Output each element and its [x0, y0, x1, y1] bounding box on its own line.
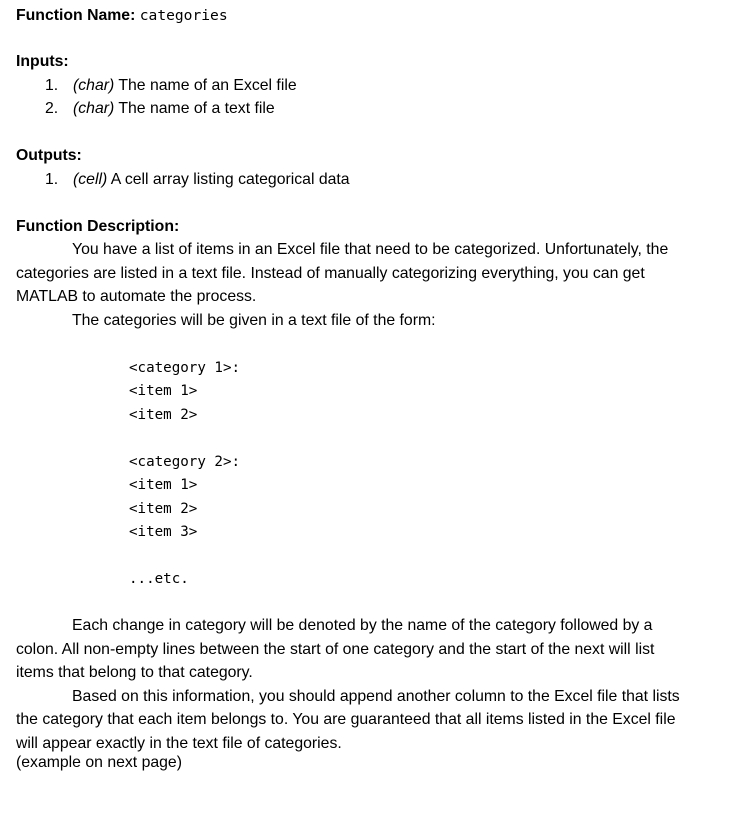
function-name-label: Function Name: — [16, 7, 136, 24]
input-item-2-type: (char) — [73, 100, 115, 117]
input-item-1-number: 1. — [45, 77, 59, 94]
function-name-line — [16, 6, 228, 26]
code-line-7: <item 2> — [129, 501, 198, 517]
code-line-3: <item 2> — [129, 407, 198, 423]
paragraph-3-line-3: items that belong to that category. — [16, 664, 253, 681]
inputs-heading: Inputs: — [16, 53, 69, 70]
outputs-heading: Outputs: — [16, 147, 82, 164]
paragraph-2: The categories will be given in a text file of the form: — [72, 312, 436, 329]
input-item-2-number: 2. — [45, 100, 59, 117]
input-item-2-desc: The name of a text file — [118, 100, 275, 117]
paragraph-4-line-2: the category that each item belongs to. You are guaranteed that all items listed in the Excel file — [16, 711, 676, 728]
input-item-1 — [45, 76, 297, 96]
paragraph-3-line-1: Each change in category will be denoted by the name of the category followed by a — [72, 617, 653, 634]
description-heading: Function Description: — [16, 218, 180, 235]
output-item-1-number: 1. — [45, 171, 59, 188]
code-line-5: <category 2>: — [129, 454, 241, 470]
paragraph-3-line-2: colon. All non-empty lines between the start of one category and the start of the next will list — [16, 641, 655, 658]
paragraph-1-line-2: categories are listed in a text file. Instead of manually categorizing everything, you can get — [16, 265, 645, 282]
paragraph-1-line-3: MATLAB to automate the process. — [16, 288, 257, 305]
paragraph-1-line-1: You have a list of items in an Excel file that need to be categorized. Unfortunately, the — [72, 241, 669, 258]
output-item-1-type: (cell) — [73, 171, 108, 188]
function-name-value: categories — [139, 7, 228, 24]
code-line-6: <item 1> — [129, 477, 198, 493]
example-next-page-note: (example on next page) — [16, 754, 182, 771]
output-item-1 — [45, 170, 350, 190]
input-item-2 — [45, 99, 275, 119]
output-item-1-desc: A cell array listing categorical data — [110, 171, 350, 188]
code-line-2: <item 1> — [129, 383, 198, 399]
code-line-1: <category 1>: — [129, 360, 241, 376]
code-line-10: ...etc. — [129, 571, 189, 587]
paragraph-4-line-3: will appear exactly in the text file of categories. — [16, 735, 342, 752]
code-line-8: <item 3> — [129, 524, 198, 540]
input-item-1-type: (char) — [73, 77, 115, 94]
paragraph-4-line-1: Based on this information, you should append another column to the Excel file that lists — [72, 688, 680, 705]
input-item-1-desc: The name of an Excel file — [118, 77, 297, 94]
